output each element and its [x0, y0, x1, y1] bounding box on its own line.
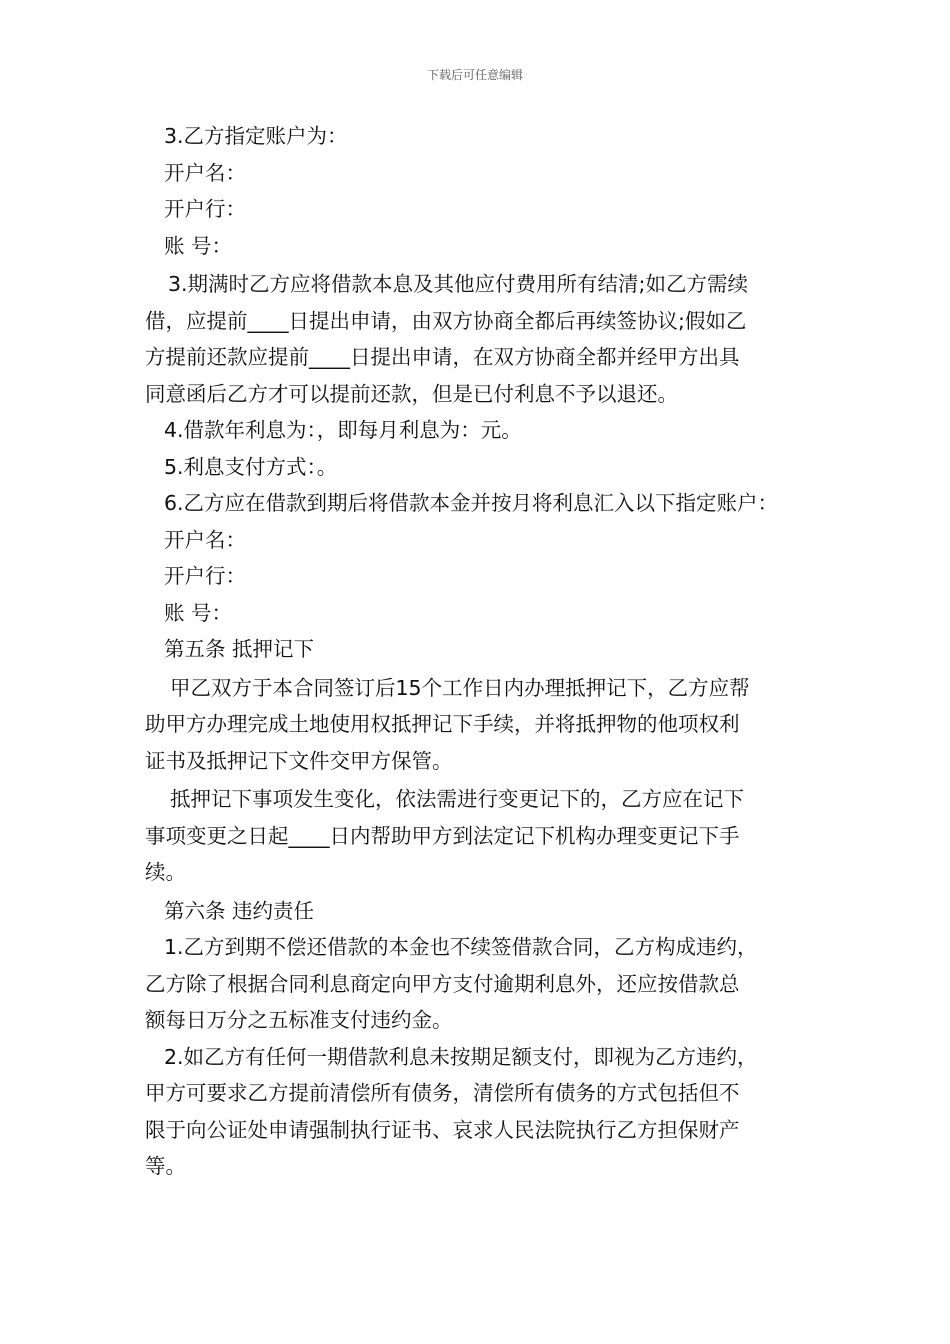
account-number-label: 账 号：: [164, 233, 233, 258]
document-body: [145, 118, 817, 1185]
account-name-label: 开户名：: [164, 160, 246, 185]
clause-3-line-2: 借，应提前____日提出申请，由双方协商全都后再续签协议;假如乙: [145, 308, 747, 333]
clause-3-line-3: 方提前还款应提前____日提出申请，在双方协商全都并经甲方出具: [145, 345, 740, 369]
article-5-para-1-line-2: 助甲方办理完成土地使用权抵押记下手续，并将抵押物的他项权利: [145, 712, 740, 736]
account-number-label-2: 账 号：: [164, 600, 233, 625]
page-header: 下载后可任意编辑: [426, 68, 523, 82]
article-6-clause-2-line-1: 2.如乙方有任何一期借款利息未按期足额支付，即视为乙方违约，: [164, 1044, 758, 1069]
article-5-para-2-line-1: 抵押记下事项发生变化，依法需进行变更记下的，乙方应在记下: [170, 787, 744, 811]
article-5-para-1-line-1: 甲乙双方于本合同签订后15个工作日内办理抵押记下，乙方应帮: [170, 675, 750, 700]
article-5-para-2-line-2: 事项变更之日起____日内帮助甲方到法定记下机构办理变更记下手: [145, 823, 740, 848]
bank-name-label: 开户行：: [164, 197, 246, 221]
clause-3-line-4: 同意函后乙方才可以提前还款，但是已付利息不予以退还。: [145, 381, 678, 406]
article-5-para-2-line-3: 续。: [145, 860, 186, 884]
article-6-clause-2-line-4: 等。: [145, 1154, 186, 1178]
article-5-title: 第五条 抵押记下: [164, 637, 315, 661]
article-5-para-1-line-3: 证书及抵押记下文件交甲方保管。: [145, 748, 453, 773]
clause-3-line-1: 3.期满时乙方应将借款本息及其他应付费用所有结清;如乙方需续: [168, 272, 748, 296]
clause-4: 4.借款年利息为：，即每月利息为：元。: [164, 418, 522, 442]
account-name-label-2: 开户名：: [164, 527, 246, 552]
clause-6: 6.乙方应在借款到期后将借款本金并按月将利息汇入以下指定账户：: [164, 491, 779, 515]
article-6-clause-2-line-3: 限于向公证处申请强制执行证书、哀求人民法院执行乙方担保财产: [145, 1117, 740, 1142]
article-6-clause-2-line-2: 甲方可要求乙方提前清偿所有债务，清偿所有债务的方式包括但不: [145, 1081, 740, 1105]
article-6-clause-1-line-1: 1.乙方到期不偿还借款的本金也不续签借款合同，乙方构成违约，: [164, 935, 758, 959]
account-heading: 3.乙方指定账户为：: [164, 124, 348, 148]
clause-5: 5.利息支付方式：。: [164, 454, 338, 479]
article-6-clause-1-line-2: 乙方除了根据合同利息商定向甲方支付逾期利息外，还应按借款总: [145, 971, 740, 996]
article-6-clause-1-line-3: 额每日万分之五标准支付违约金。: [145, 1008, 453, 1032]
bank-name-label-2: 开户行：: [164, 564, 246, 588]
article-6-title: 第六条 违约责任: [164, 898, 315, 923]
